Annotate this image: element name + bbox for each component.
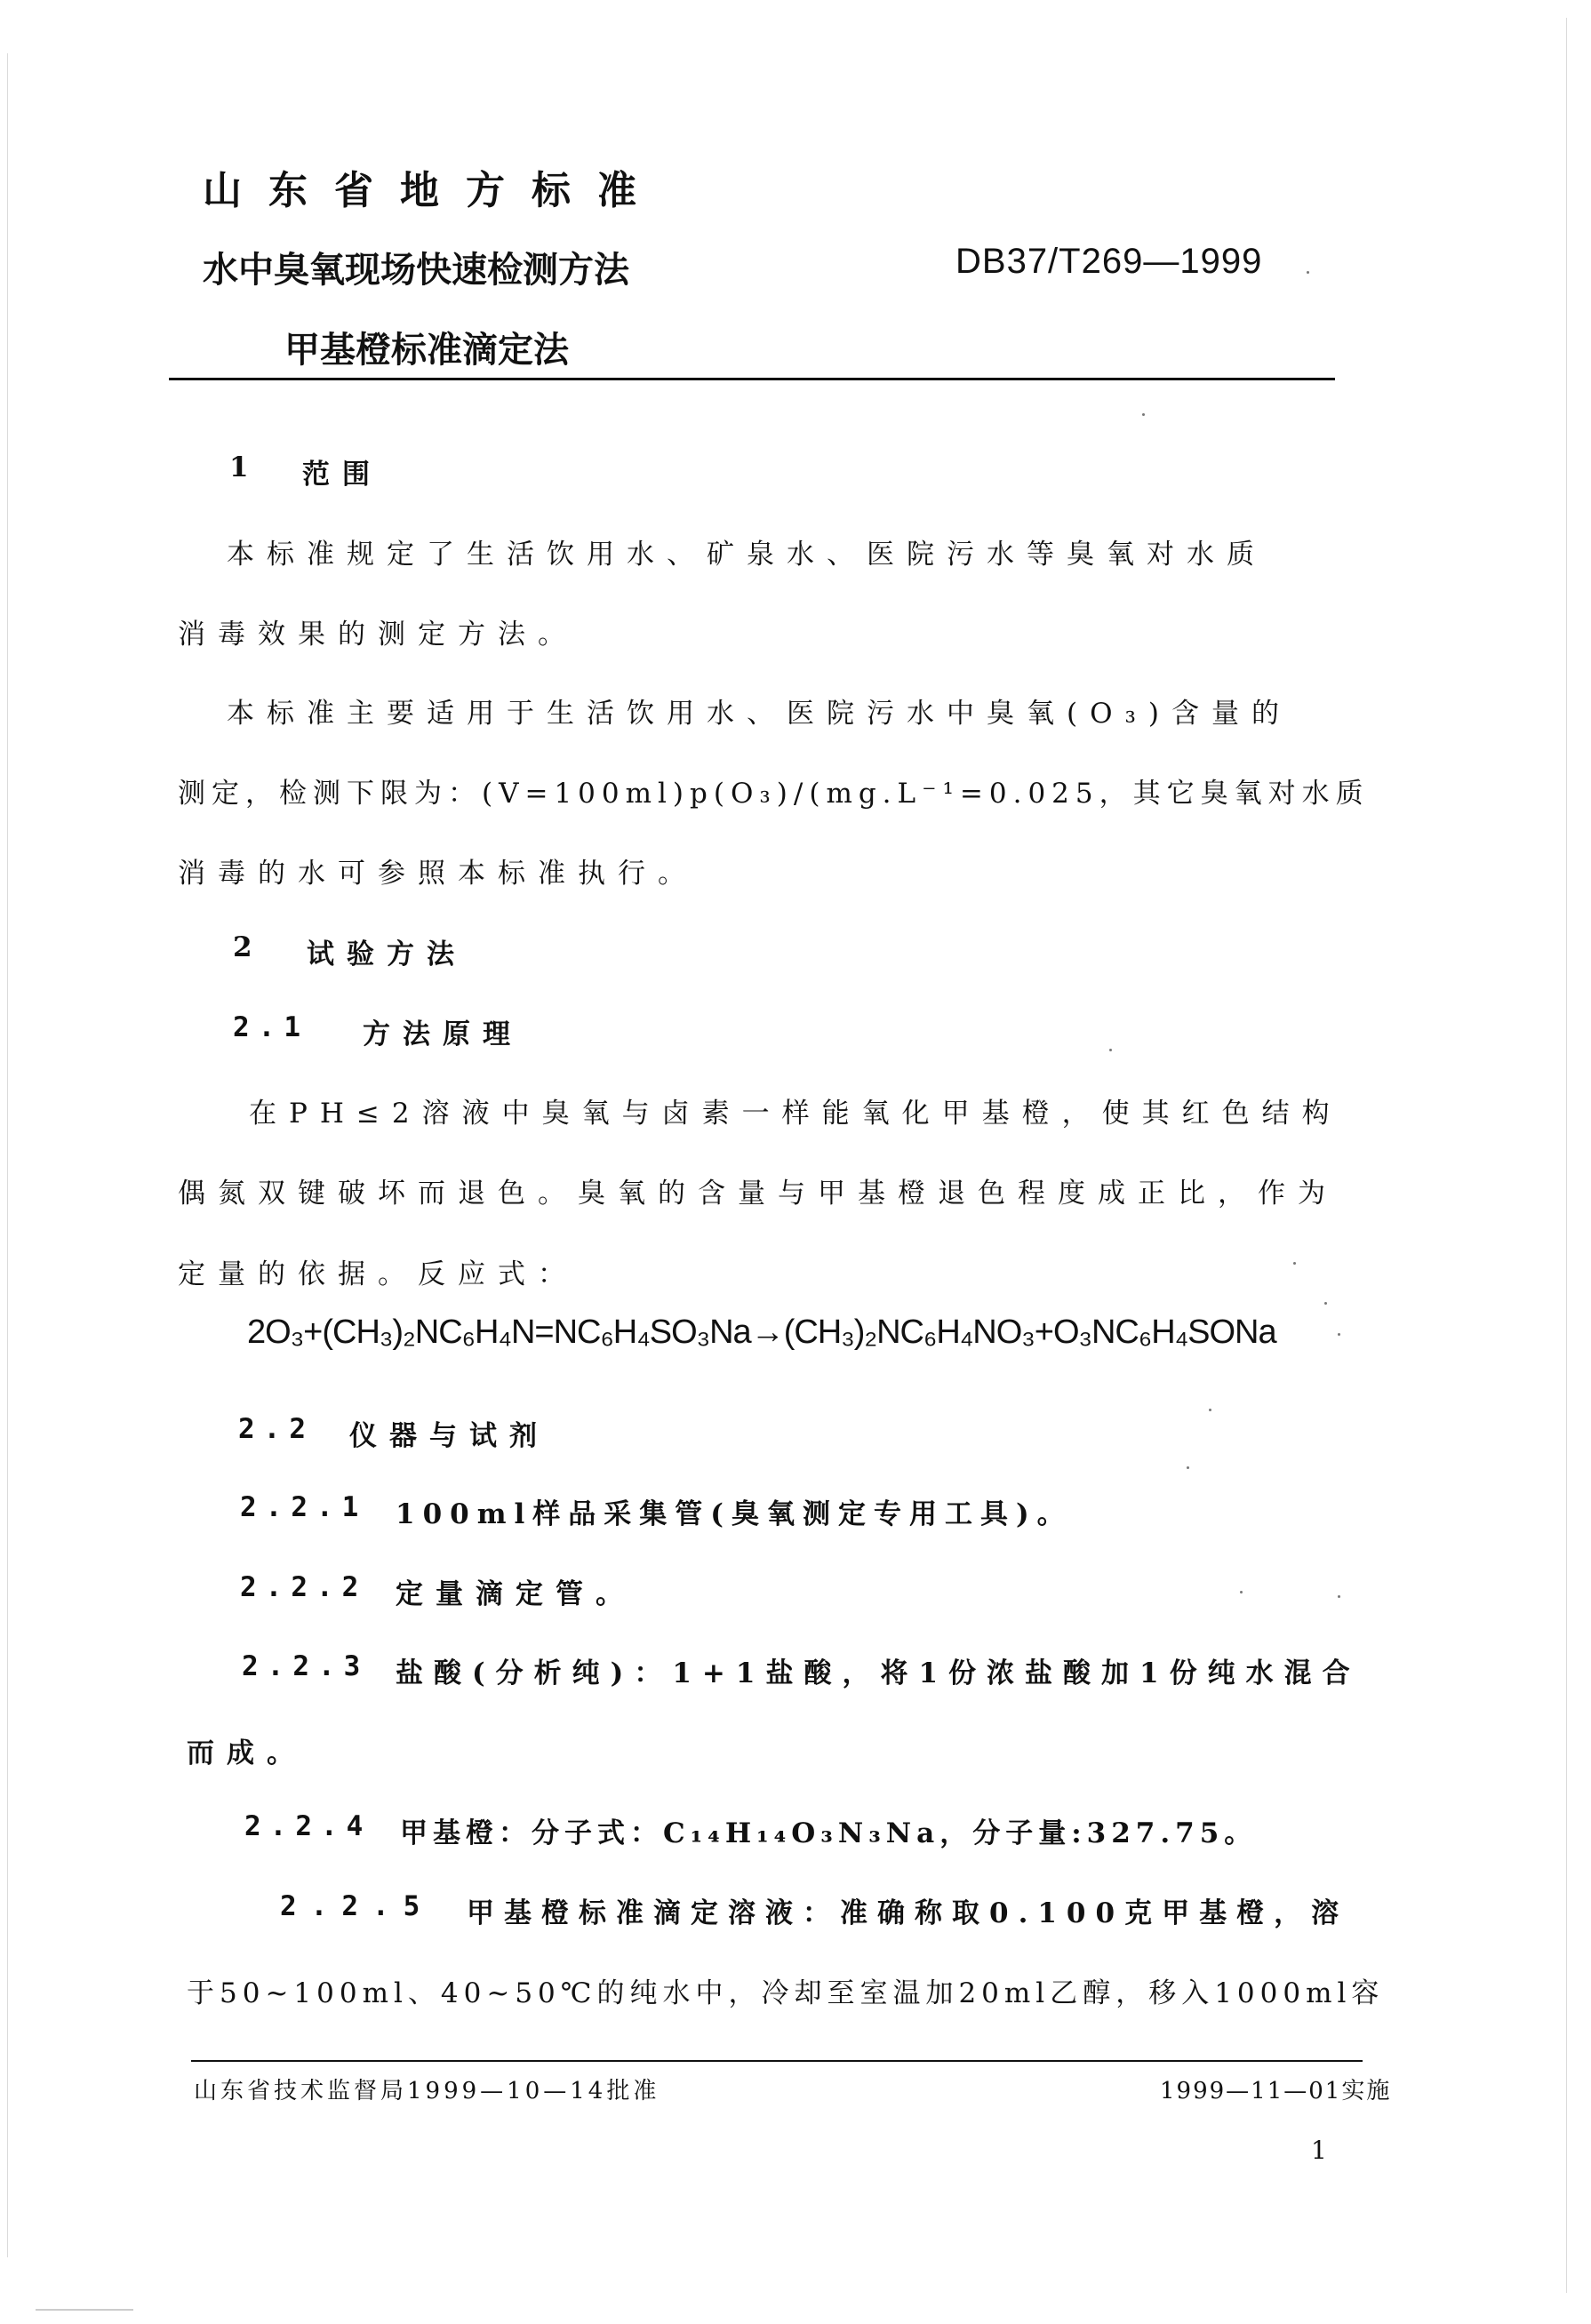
scan-speck (1338, 1333, 1340, 1336)
section-2-2-3-text-continued: 而成。 (187, 1737, 307, 1769)
paragraph-1-line-1: 本标准规定了生活饮用水、矿泉水、医院污水等臭氧对水质 (227, 539, 1267, 571)
section-2-2-1-number: 2.2.1 (240, 1491, 368, 1523)
section-2-2-5-text: 甲基橙标准滴定溶液：准确称取0.100克甲基橙，溶 (467, 1897, 1349, 1929)
approval-note: 山东省技术监督局1999—10—14批准 (194, 2078, 660, 2104)
section-2-2-1-text: 100ml样品采集管(臭氧测定专用工具)。 (396, 1498, 1073, 1530)
section-2-2-3-text: 盐酸(分析纯)：1+1盐酸，将1份浓盐酸加1份纯水混合 (396, 1657, 1361, 1689)
paragraph-2-line-3: 消毒的水可参照本标准执行。 (178, 858, 698, 890)
page-number: 1 (1311, 2136, 1327, 2165)
implementation-date: 1999—11—01实施 (1160, 2078, 1392, 2104)
scan-margin-line-right (1566, 18, 1567, 2293)
section-2-1-number: 2.1 (233, 1011, 309, 1043)
section-2-2-3-number: 2.2.3 (242, 1650, 370, 1682)
scan-speck (1293, 1262, 1296, 1265)
scan-speck (1109, 1049, 1112, 1051)
scan-speck (1142, 413, 1145, 416)
section-2-2-4-number: 2.2.4 (244, 1810, 372, 1842)
reaction-formula: 2O₃+(CH₃)₂NC₆H₄N=NC₆H₄SO₃Na→(CH₃)₂NC₆H₄NO₃+O₃NC₆H₄SONa (247, 1314, 1276, 1351)
paragraph-3-line-2: 偶氮双键破坏而退色。臭氧的含量与甲基橙退色程度成正比，作为 (178, 1178, 1338, 1210)
standard-category-title: 山东省地方标准 (203, 168, 663, 213)
paragraph-3-line-1: 在PH≤2溶液中臭氧与卤素一样能氧化甲基橙，使其红色结构 (249, 1098, 1342, 1130)
scan-speck (1240, 1591, 1243, 1593)
scan-speck (1338, 1595, 1340, 1598)
section-2-2-5-number: 2.2.5 (280, 1890, 435, 1922)
paragraph-2-line-1: 本标准主要适用于生活饮用水、医院污水中臭氧(O₃)含量的 (227, 698, 1292, 730)
header-rule (169, 378, 1335, 380)
section-2-heading: 试验方法 (307, 938, 467, 970)
section-2-1-heading: 方法原理 (363, 1018, 523, 1050)
scan-speck (1307, 271, 1309, 274)
standard-number: DB37/T269—1999 (955, 242, 1263, 281)
section-2-2-4-text: 甲基橙：分子式：C₁₄H₁₄O₃N₃Na，分子量:327.75。 (400, 1817, 1258, 1849)
section-2-2-5-text-continued: 于50~100ml、40~50℃的纯水中，冷却至室温加20ml乙醇，移入1000ml容 (187, 1977, 1385, 2009)
section-2-2-heading: 仪器与试剂 (349, 1420, 549, 1452)
paragraph-2-line-2: 测定，检测下限为：(V=100ml)p(O₃)/(mg.L⁻¹=0.025，其它臭氧对水质 (178, 778, 1370, 810)
document-subtitle: 甲基橙标准滴定法 (284, 330, 569, 371)
footer-rule (191, 2060, 1363, 2062)
section-2-number: 2 (233, 931, 265, 963)
section-2-2-2-number: 2.2.2 (240, 1571, 368, 1603)
paragraph-3-line-3: 定量的依据。反应式： (178, 1258, 578, 1290)
section-1-heading: 范围 (302, 459, 382, 491)
paragraph-1-line-2: 消毒效果的测定方法。 (178, 619, 578, 651)
section-2-2-number: 2.2 (238, 1413, 315, 1445)
scan-speck (1324, 1302, 1327, 1305)
scan-margin-line-left (7, 53, 8, 2257)
scan-speck (1209, 1409, 1211, 1411)
scan-speck (1187, 1466, 1189, 1469)
scan-bottom-mark (36, 2309, 133, 2311)
section-2-2-2-text: 定量滴定管。 (396, 1578, 636, 1610)
section-1-number: 1 (229, 451, 261, 483)
document-title: 水中臭氧现场快速检测方法 (203, 250, 629, 291)
